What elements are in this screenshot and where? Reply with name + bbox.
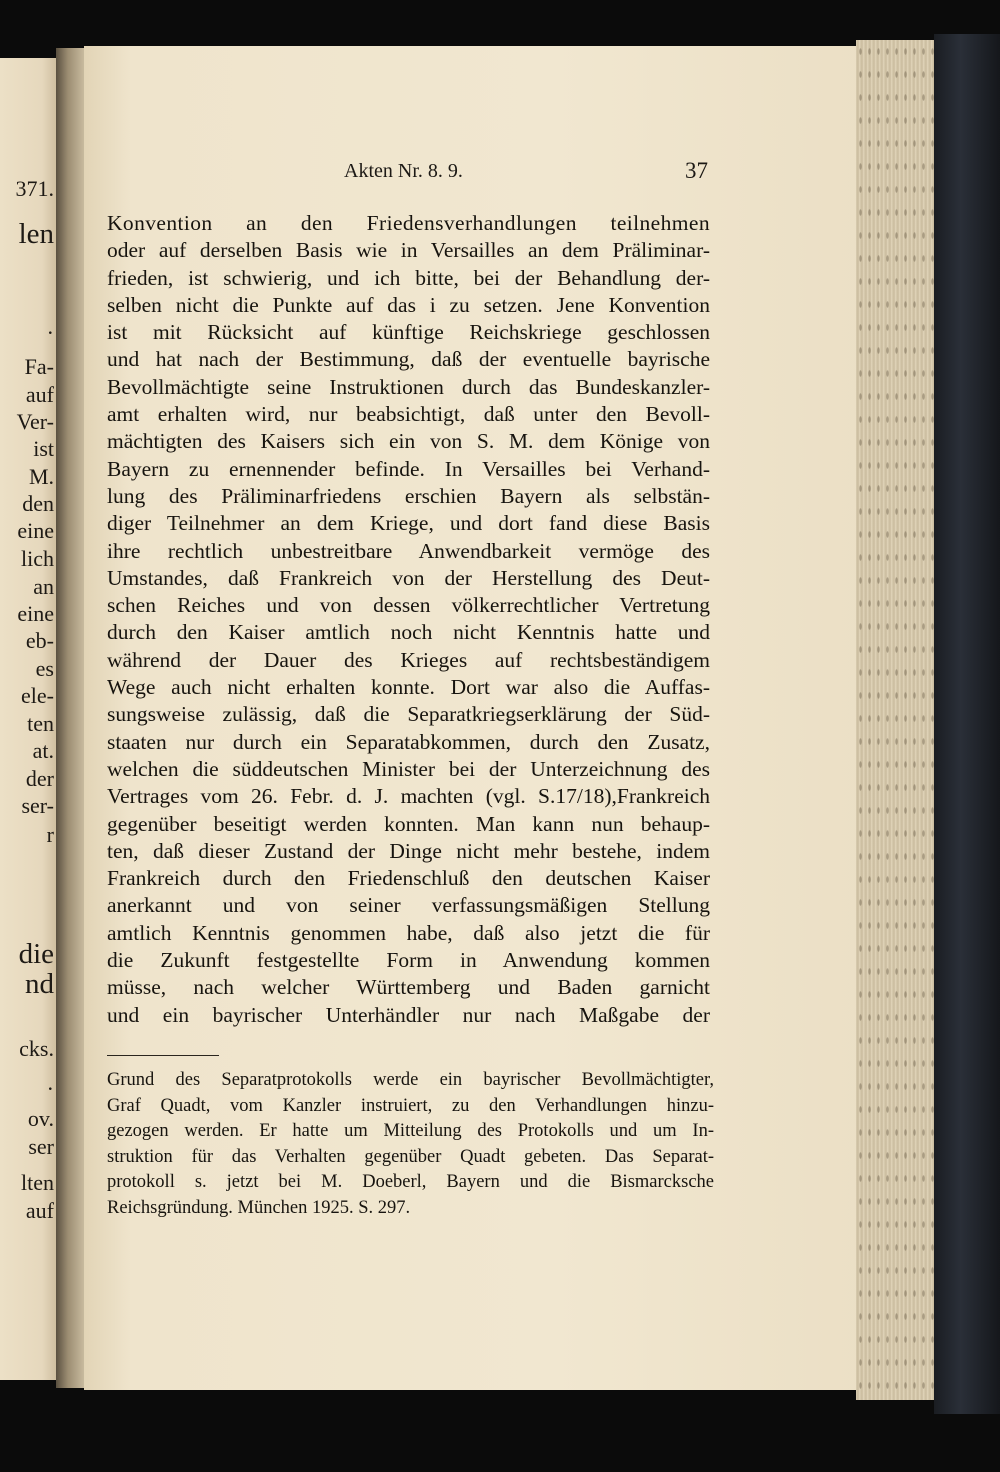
- footnote-line: gezogen werden. Er hatte um Mitteilung des Protokolls und um In-: [107, 1121, 714, 1142]
- footnote-line: Reichsgründung. München 1925. S. 297.: [107, 1197, 411, 1218]
- left-page-line: eb-: [25, 628, 54, 653]
- body-line: frieden, ist schwierig, und ich bitte, bei der Behandlung der-: [107, 265, 710, 290]
- left-page-line: ser: [28, 1134, 54, 1159]
- body-line: schen Reiches und von dessen völkerrechtlicher Vertretung: [107, 593, 710, 618]
- body-line: ist mit Rücksicht auf künftige Reichskriege geschlossen: [107, 320, 710, 345]
- body-line: Frankreich durch den Friedenschluß den deutschen Kaiser: [107, 866, 710, 891]
- body-line: diger Teilnehmer an dem Kriege, und dort fand diese Basis: [107, 511, 710, 536]
- body-line: lung des Präliminarfriedens erschien Bayern als selbstän-: [107, 483, 710, 508]
- footnote-line: Grund des Separatprotokolls werde ein bayrischer Bevollmächtigter,: [107, 1070, 714, 1090]
- body-line: amt erhalten wird, nur beabsichtigt, daß unter den Bevoll-: [107, 402, 710, 427]
- body-line: staaten nur durch ein Separatabkommen, durch den Zusatz,: [107, 729, 710, 754]
- left-page-line: cks.: [19, 1036, 54, 1061]
- left-page-line: eine: [17, 518, 54, 543]
- footnote: [107, 1068, 714, 1222]
- body-line: sungsweise zulässig, daß die Separatkriegserklärung der Süd-: [107, 702, 710, 727]
- left-page-line: den: [22, 491, 54, 516]
- body-line: anerkannt und von seiner verfassungsmäßigen Stellung: [107, 893, 710, 918]
- page-stack-edge: [856, 40, 938, 1400]
- body-line: die Zukunft festgestellte Form in Anwendung kommen: [107, 948, 710, 973]
- body-line: Konvention an den Friedensverhandlungen teilnehmen: [107, 211, 710, 235]
- left-page-line: r: [46, 822, 54, 847]
- left-page-line: die: [18, 938, 54, 970]
- body-line: gegenüber beseitigt werden konnten. Man kann nun behaup-: [107, 811, 710, 836]
- left-page-line: ·: [46, 1076, 54, 1101]
- footnote-line: struktion für das Verhalten gegenüber Quadt gebeten. Das Separat-: [107, 1146, 714, 1167]
- body-text: [107, 210, 710, 1029]
- left-page-line: auf: [25, 382, 54, 407]
- left-page-line: ser-: [21, 793, 54, 818]
- left-page-line: an: [33, 574, 54, 599]
- left-page-line: ·: [46, 320, 54, 345]
- book-cover: [934, 34, 1000, 1414]
- footnote-line: protokoll s. jetzt bei M. Doeberl, Bayern und die Bismarcksche: [107, 1172, 714, 1193]
- left-page-line: ov.: [27, 1106, 54, 1131]
- body-line: amtlich Kenntnis genommen habe, daß also jetzt die für: [107, 920, 710, 945]
- footnote-line: Graf Quadt, vom Kanzler instruiert, zu den Verhandlungen hinzu-: [107, 1095, 714, 1116]
- body-line: ihre rechtlich unbestreitbare Anwendbarkeit vermöge des: [107, 538, 710, 563]
- body-line: mächtigten des Kaisers sich ein von S. M. dem Könige von: [107, 429, 710, 454]
- body-line: und ein bayrischer Unterhändler nur nach Maßgabe der: [107, 1002, 710, 1027]
- left-page-line: at.: [32, 738, 54, 763]
- body-line: oder auf derselben Basis wie in Versailles an dem Präliminar-: [107, 238, 710, 263]
- left-page-line: ten: [27, 711, 54, 736]
- body-line: durch den Kaiser amtlich noch nicht Kenntnis hatte und: [107, 620, 710, 645]
- body-line: ten, daß dieser Zustand der Dinge nicht mehr bestehe, indem: [107, 838, 710, 863]
- body-line: Wege auch nicht erhalten konnte. Dort war also die Auffas-: [107, 675, 710, 700]
- left-page-line: es: [35, 656, 54, 681]
- left-page-line: ele-: [21, 683, 54, 708]
- paper-speckle: [856, 40, 938, 1400]
- left-page-line: lten: [21, 1170, 54, 1195]
- body-line: welchen die süddeutschen Minister bei der Unterzeichnung des: [107, 756, 710, 781]
- left-page-line: lich: [21, 546, 54, 571]
- left-page-line: 371.: [15, 176, 54, 201]
- left-page-line: Ver-: [16, 409, 54, 434]
- left-page-line: nd: [25, 968, 54, 1000]
- body-line: selben nicht die Punkte auf das i zu setzen. Jene Konvention: [107, 292, 710, 317]
- left-page-line: der: [25, 766, 54, 791]
- body-line: müsse, nach welcher Württemberg und Baden garnicht: [107, 975, 710, 1000]
- page-number: 37: [685, 158, 708, 183]
- left-page-line: auf: [25, 1198, 54, 1223]
- footnote-rule: [107, 1055, 219, 1056]
- left-page-line: M.: [28, 464, 54, 489]
- left-page-line: len: [18, 218, 54, 250]
- left-page-line: ist: [33, 436, 54, 461]
- left-page-line: Fa-: [24, 354, 54, 379]
- body-line: während der Dauer des Krieges auf rechtsbeständigem: [107, 647, 710, 672]
- previous-page-edge: [0, 58, 60, 1380]
- left-page-line: eine: [17, 601, 54, 626]
- body-line: Umstandes, daß Frankreich von der Herstellung des Deut-: [107, 565, 710, 590]
- body-line: Bayern zu ernennender befinde. In Versailles bei Verhand-: [107, 456, 710, 481]
- running-head: Akten Nr. 8. 9.: [344, 160, 463, 182]
- body-line: Bevollmächtigte seine Instruktionen durch das Bundeskanzler-: [107, 374, 710, 399]
- body-line: Vertrages vom 26. Febr. d. J. machten (vgl. S.17/18),Frankreich: [107, 784, 710, 809]
- body-line: und hat nach der Bestimmung, daß der eventuelle bayrische: [107, 347, 710, 372]
